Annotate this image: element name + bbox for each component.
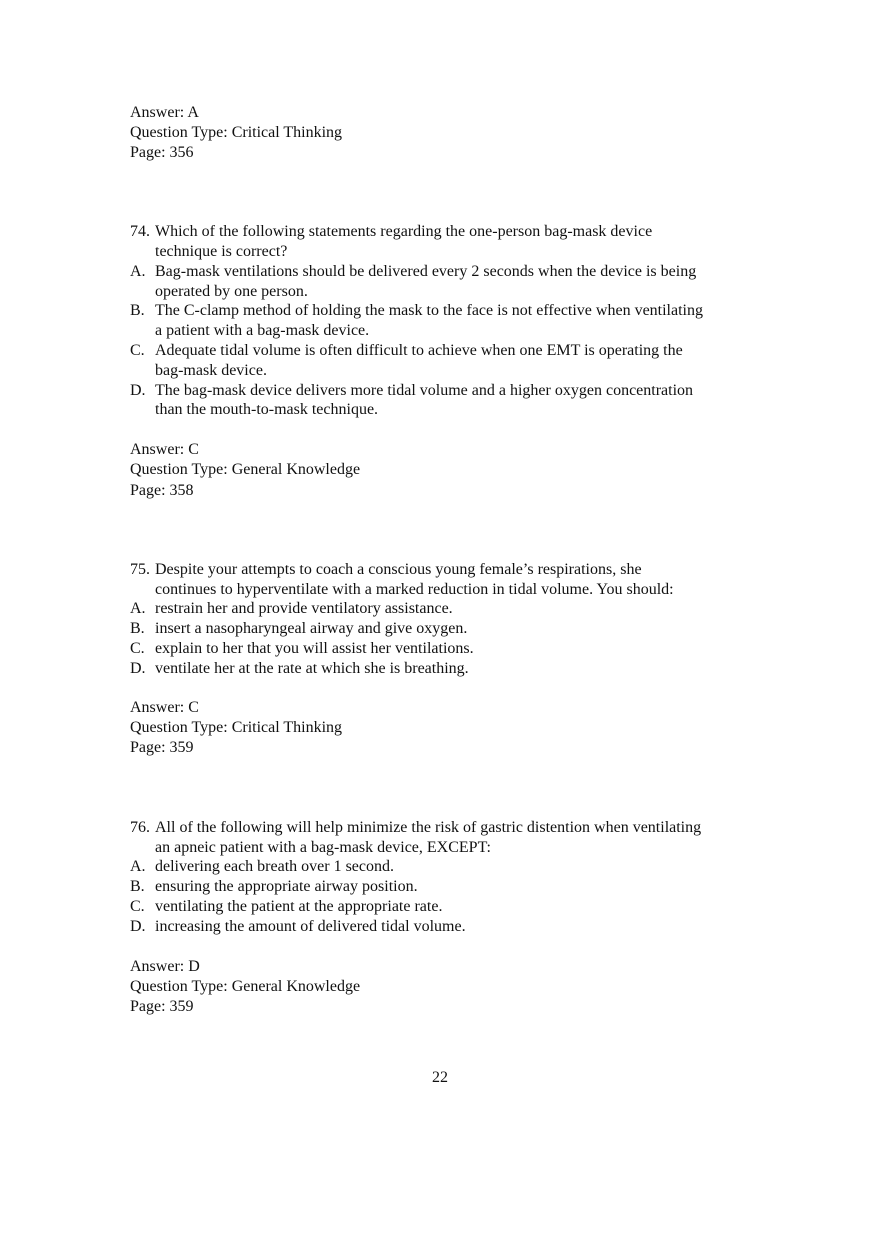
question-76-option-c-letter: C. bbox=[130, 898, 145, 915]
question-74-option-d-line-1: The bag-mask device delivers more tidal volume and a higher oxygen concentration bbox=[155, 382, 694, 399]
question-76-option-a-line-1: delivering each breath over 1 second. bbox=[155, 858, 395, 875]
question-76-option-d-letter: D. bbox=[130, 918, 146, 935]
question-75-stem-line-2: continues to hyperventilate with a marked reduction in tidal volume. You should: bbox=[155, 581, 674, 598]
question-76-answer: Answer: D bbox=[130, 958, 200, 975]
question-76-option-d-line-1: increasing the amount of delivered tidal volume. bbox=[155, 918, 466, 935]
question-74-answer: Answer: C bbox=[130, 441, 199, 458]
question-76-option-b-letter: B. bbox=[130, 878, 145, 895]
question-76-stem-line-2: an apneic patient with a bag-mask device, EXCEPT: bbox=[155, 839, 491, 856]
question-75-option-d-line-1: ventilate her at the rate at which she is breathing. bbox=[155, 660, 469, 677]
prev-question-type: Question Type: Critical Thinking bbox=[130, 124, 343, 141]
question-75-stem-line-1: Despite your attempts to coach a conscious young female’s respirations, she bbox=[155, 561, 642, 578]
question-74-page-ref: Page: 358 bbox=[130, 482, 194, 499]
question-74-option-d-letter: D. bbox=[130, 382, 146, 399]
question-74-option-a-letter: A. bbox=[130, 263, 146, 280]
question-74-option-d-line-2: than the mouth-to-mask technique. bbox=[155, 401, 379, 418]
question-75-option-a-line-1: restrain her and provide ventilatory assistance. bbox=[155, 600, 453, 617]
question-74-option-b-letter: B. bbox=[130, 302, 145, 319]
question-74-question-type: Question Type: General Knowledge bbox=[130, 461, 361, 478]
question-74-stem-line-2: technique is correct? bbox=[155, 243, 288, 260]
question-74-option-a-line-1: Bag-mask ventilations should be delivered every 2 seconds when the device is being bbox=[155, 263, 697, 280]
question-75-option-a-letter: A. bbox=[130, 600, 146, 617]
question-75-option-b-line-1: insert a nasopharyngeal airway and give oxygen. bbox=[155, 620, 468, 637]
question-74-stem-line-1: Which of the following statements regarding the one-person bag-mask device bbox=[155, 223, 653, 240]
question-75-question-type: Question Type: Critical Thinking bbox=[130, 719, 343, 736]
question-75-page-ref: Page: 359 bbox=[130, 739, 194, 756]
question-75-option-d-letter: D. bbox=[130, 660, 146, 677]
question-74-option-c-line-1: Adequate tidal volume is often difficult to achieve when one EMT is operating the bbox=[155, 342, 683, 359]
question-75-number: 75. bbox=[130, 561, 150, 578]
question-74-option-a-line-2: operated by one person. bbox=[155, 283, 308, 300]
question-75-answer: Answer: C bbox=[130, 699, 199, 716]
question-76-option-a-letter: A. bbox=[130, 858, 146, 875]
question-76-option-c-line-1: ventilating the patient at the appropriate rate. bbox=[155, 898, 443, 915]
question-74-option-b-line-2: a patient with a bag-mask device. bbox=[155, 322, 370, 339]
question-74-option-c-letter: C. bbox=[130, 342, 145, 359]
question-76-question-type: Question Type: General Knowledge bbox=[130, 978, 361, 995]
question-76-page-ref: Page: 359 bbox=[130, 998, 194, 1015]
question-74-option-b-line-1: The C-clamp method of holding the mask to the face is not effective when ventilating bbox=[155, 302, 703, 319]
question-76-option-b-line-1: ensuring the appropriate airway position. bbox=[155, 878, 418, 895]
question-75-option-c-line-1: explain to her that you will assist her ventilations. bbox=[155, 640, 474, 657]
question-75-option-b-letter: B. bbox=[130, 620, 145, 637]
question-76-stem-line-1: All of the following will help minimize the risk of gastric distention when ventilating bbox=[155, 819, 702, 836]
page-number: 22 bbox=[432, 1069, 448, 1086]
question-75-option-c-letter: C. bbox=[130, 640, 145, 657]
question-74-option-c-line-2: bag-mask device. bbox=[155, 362, 267, 379]
question-74-number: 74. bbox=[130, 223, 150, 240]
prev-answer: Answer: A bbox=[130, 104, 199, 121]
prev-page-ref: Page: 356 bbox=[130, 144, 194, 161]
question-76-number: 76. bbox=[130, 819, 150, 836]
